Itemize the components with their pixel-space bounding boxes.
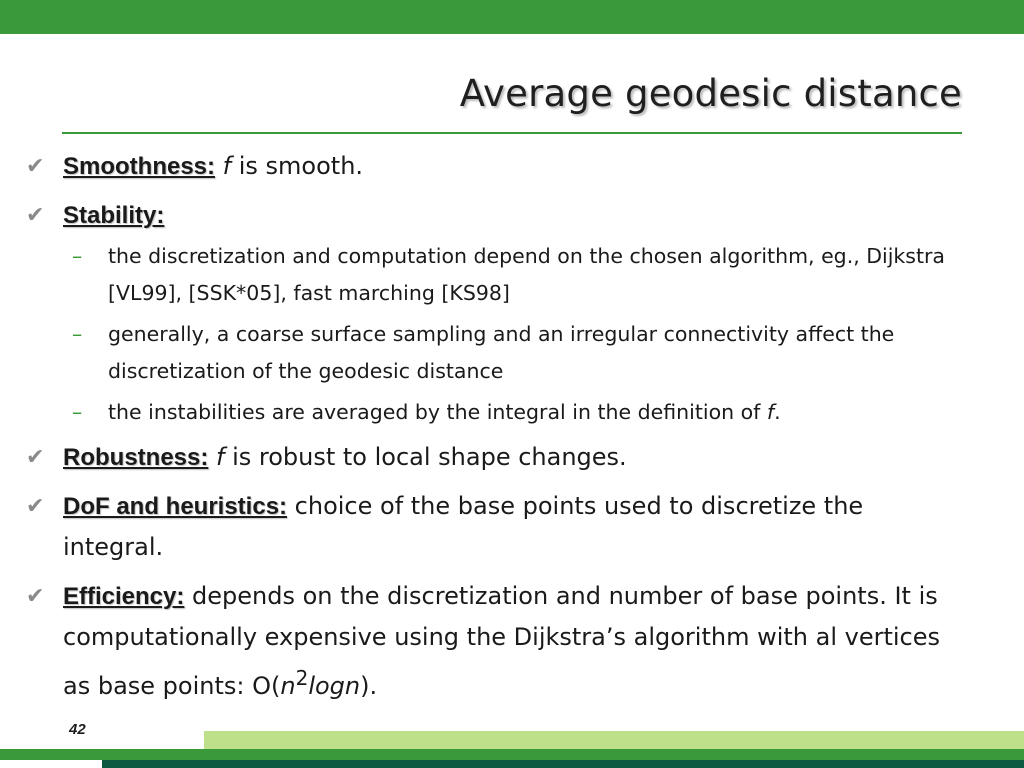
- complexity-exponent: 2: [295, 666, 309, 690]
- bullet-term: Efficiency:: [63, 583, 185, 610]
- check-mark-icon: ✔: [26, 154, 45, 179]
- bullet-stability: [26, 195, 956, 236]
- sub-bullet: [26, 238, 956, 312]
- check-mark-icon: ✔: [26, 494, 45, 519]
- check-mark-icon: ✔: [26, 584, 45, 609]
- complexity-n: n: [280, 672, 296, 700]
- complexity-logn: logn: [308, 672, 361, 700]
- dash-icon: –: [72, 400, 83, 424]
- sub-bullet-text: generally, a coarse surface sampling and an irregular connectivity affect the discretization of the geodesic distance: [108, 322, 895, 383]
- sub-bullet-text: the instabilities are averaged by the integral in the definition of: [108, 400, 767, 424]
- bullet-smoothness: [26, 146, 956, 187]
- function-symbol: f: [222, 152, 232, 180]
- function-symbol: f: [216, 443, 225, 471]
- dash-icon: –: [72, 322, 83, 346]
- bullet-term: DoF and heuristics:: [63, 493, 288, 520]
- bullet-text: is robust to local shape changes.: [224, 443, 627, 471]
- sub-bullet-end: .: [774, 400, 781, 424]
- bullet-text: depends on the discretization and number of base points. It is computationally expensive using the Dijkstra’s algorithm with al vertices as base points: O(: [63, 582, 941, 700]
- page-number: 42: [69, 721, 86, 738]
- dash-icon: –: [72, 244, 83, 268]
- bullet-dof-heuristics: [26, 486, 956, 568]
- stability-sublist: [26, 238, 956, 431]
- footer-light-band: [204, 731, 1024, 749]
- bullet-term: Smoothness:: [63, 153, 216, 180]
- sub-bullet-text: the discretization and computation depend on the chosen algorithm, eg., Dijkstra [VL99], [SSK*05], fast marching [KS98]: [108, 244, 945, 305]
- footer-green-band: [0, 749, 1024, 760]
- check-mark-icon: ✔: [26, 203, 45, 228]
- check-mark-icon: ✔: [26, 445, 45, 470]
- bullet-text: choice of the base points used to discretize the integral.: [63, 492, 864, 561]
- bullet-term: Robustness:: [63, 444, 209, 471]
- title-underline: [62, 132, 962, 134]
- footer-dark-band: [102, 760, 1024, 768]
- top-header-bar: [0, 0, 1024, 34]
- slide-title: Average geodesic distance: [459, 72, 962, 115]
- sub-bullet: [26, 394, 956, 431]
- bullet-text: is smooth.: [231, 152, 364, 180]
- bullet-robustness: [26, 437, 956, 478]
- function-symbol: f: [766, 400, 775, 424]
- bullet-term: Stability:: [63, 202, 165, 229]
- bullet-efficiency: [26, 576, 956, 707]
- sub-bullet: [26, 316, 956, 390]
- complexity-end: ).: [360, 672, 378, 700]
- slide-content: [26, 146, 956, 715]
